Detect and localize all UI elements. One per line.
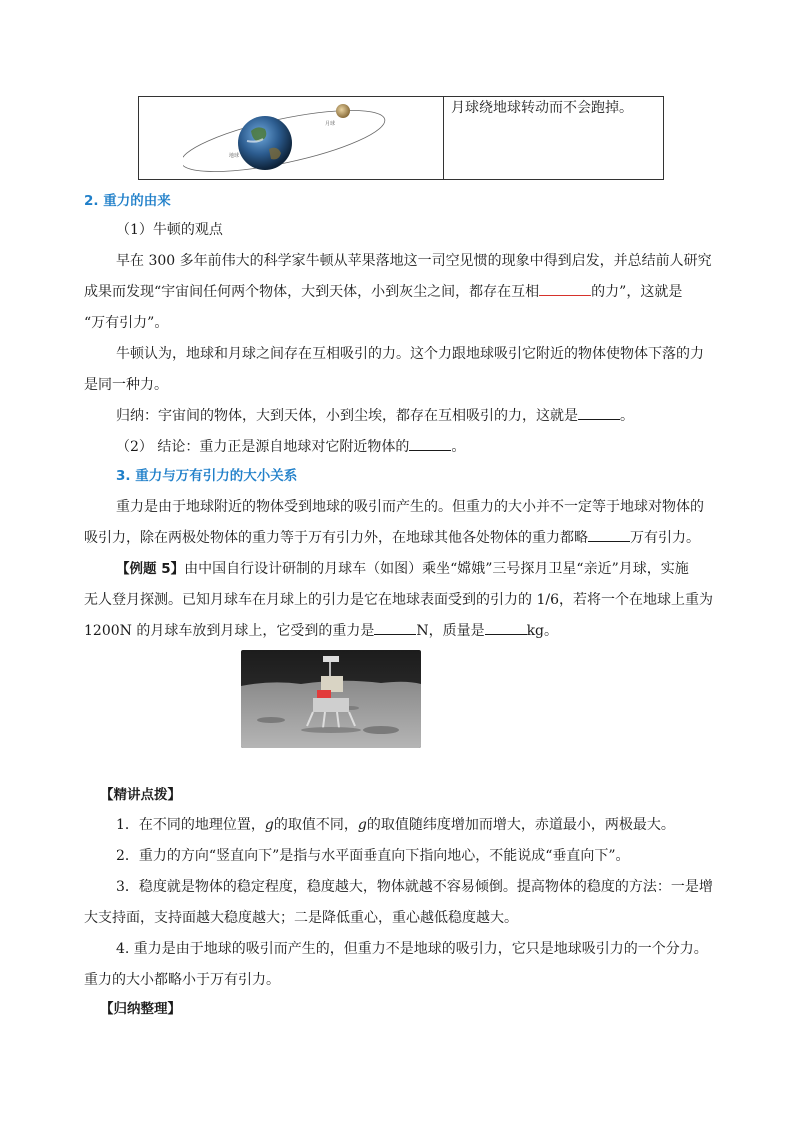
example-5-line xyxy=(116,558,708,580)
earth-moon-orbit-image xyxy=(183,101,403,177)
g-symbol: g xyxy=(264,817,274,833)
fill-in-blank[interactable] xyxy=(485,620,527,635)
example-5-line: 无人登月探测。已知月球车在月球上的引力是它在地球表面受到的引力的 1/6，若将一个在地球上重为 xyxy=(84,592,713,608)
paragraph-line: 重力是由于地球附近的物体受到地球的吸引而产生的。但重力的大小并不一定等于地球对物体的 xyxy=(116,499,704,515)
text-span: 由中国自行设计研制的月球车（如图）乘坐“嫦娥”三号探月卫星“亲近”月球，实施 xyxy=(184,561,689,577)
section-2-heading: 2. 重力的由来 xyxy=(84,193,171,209)
table-divider xyxy=(443,97,444,179)
tip-2: 2．重力的方向“竖直向下”是指与水平面垂直向下指向地心，不能说成“垂直向下”。 xyxy=(116,848,630,864)
paragraph-line: 是同一种力。 xyxy=(84,377,168,393)
summary-heading: 【归纳整理】 xyxy=(100,1001,181,1017)
paragraph-line xyxy=(84,527,708,549)
paragraph-line xyxy=(84,281,708,303)
text-span: 。 xyxy=(620,408,634,424)
fill-in-blank[interactable] xyxy=(374,620,416,635)
earth-label: 地球 xyxy=(229,153,240,159)
text-span: 1．在不同的地理位置， xyxy=(116,817,265,833)
g-symbol: g xyxy=(357,817,367,833)
text-span: 的取值随纬度增加而增大，赤道最小，两极最大。 xyxy=(366,817,675,833)
text-span: 万有引力。 xyxy=(630,530,700,546)
section-2-sub1: （1）牛顿的观点 xyxy=(116,222,223,238)
example-5-label: 【例题 5】 xyxy=(116,561,185,577)
tips-heading: 【精讲点拨】 xyxy=(100,787,181,803)
fill-in-blank[interactable] xyxy=(588,527,630,542)
fill-in-blank[interactable] xyxy=(578,405,620,420)
fill-in-blank[interactable] xyxy=(539,281,591,296)
summary-line xyxy=(116,405,708,427)
tip-1 xyxy=(116,814,708,836)
table-right-cell-text: 月球绕地球转动而不会跑掉。 xyxy=(451,100,633,116)
tip-4-line: 4. 重力是由于地球的吸引而产生的，但重力不是地球的吸引力，它只是地球吸引力的一个分力。 xyxy=(116,941,708,957)
tip-4-line: 重力的大小都略小于万有引力。 xyxy=(84,972,280,988)
text-span: （2） 结论：重力正是源自地球对它附近物体的 xyxy=(116,439,410,455)
paragraph-line: “万有引力”。 xyxy=(84,315,169,331)
text-span: N，质量是 xyxy=(416,623,485,639)
illustration-table xyxy=(138,96,664,180)
text-span: 吸引力，除在两极处物体的重力等于万有引力外，在地球其他各处物体的重力都略 xyxy=(84,530,588,546)
text-span: 。 xyxy=(451,439,466,455)
lunar-rover-image xyxy=(241,650,421,748)
example-5-line xyxy=(84,620,708,642)
text-span: 的取值不同， xyxy=(273,817,358,833)
text-span: kg。 xyxy=(526,623,559,639)
text-span: 的力”，这就是 xyxy=(591,284,683,300)
fill-in-blank[interactable] xyxy=(409,436,451,451)
paragraph-line: 早在 300 多年前伟大的科学家牛顿从苹果落地这一司空见惯的现象中得到启发，并总结前人研究 xyxy=(116,253,712,269)
text-span: 成果而发现“宇宙间任何两个物体，大到天体，小到灰尘之间，都存在互相 xyxy=(84,284,540,300)
section-3-heading: 3. 重力与万有引力的大小关系 xyxy=(116,468,298,484)
tip-3-line: 3．稳度就是物体的稳定程度，稳度越大，物体就越不容易倾倒。提高物体的稳度的方法：一是增 xyxy=(116,879,713,895)
section-2-sub2 xyxy=(116,436,708,458)
text-span: 1200N 的月球车放到月球上，它受到的重力是 xyxy=(84,623,375,639)
paragraph-line: 牛顿认为，地球和月球之间存在互相吸引的力。这个力跟地球吸引它附近的物体使物体下落的力 xyxy=(116,346,704,362)
tip-3-line: 大支持面，支持面越大稳度越大；二是降低重心，重心越低稳度越大。 xyxy=(84,910,518,926)
text-span: 归纳：宇宙间的物体，大到天体，小到尘埃，都存在互相吸引的力，这就是 xyxy=(116,408,578,424)
orbit-label: 月球 xyxy=(325,121,336,127)
